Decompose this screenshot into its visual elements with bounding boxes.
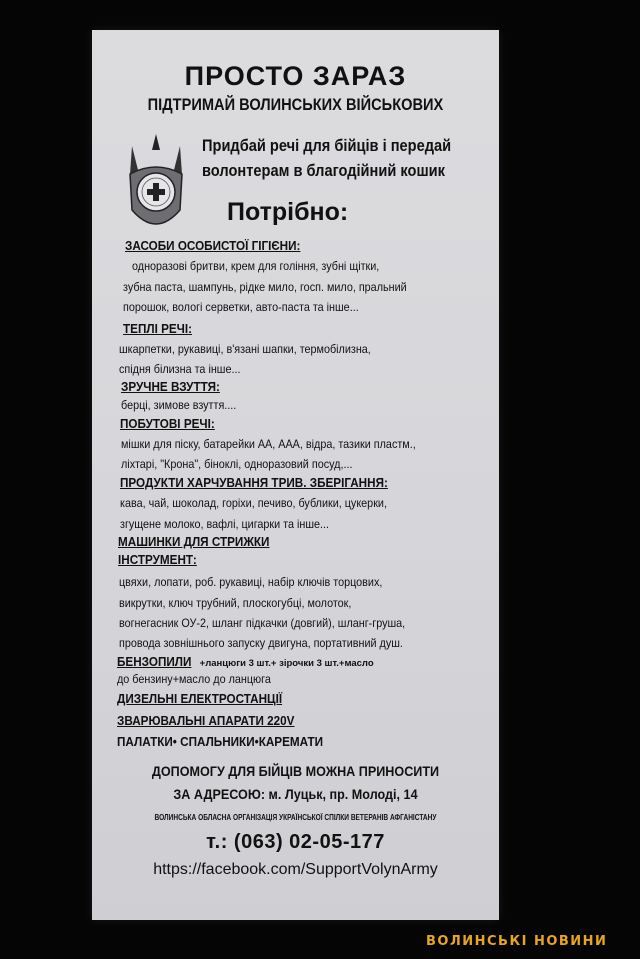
- footer-address: ЗА АДРЕСОЮ: м. Луцьк, пр. Молоді, 14: [173, 786, 418, 802]
- item-diesel-generators: ДИЗЕЛЬНІ ЕЛЕКТРОСТАНЦІЇ: [117, 691, 283, 706]
- section-heading-clippers: МАШИНКИ ДЛЯ СТРИЖКИ: [118, 534, 270, 549]
- phone-number: т.: (063) 02-05-177: [206, 831, 385, 853]
- flyer-subtitle: ПІДТРИМАЙ ВОЛИНСЬКИХ ВІЙСЬКОВИХ: [147, 95, 444, 114]
- section-line: порошок, вологі серветки, авто-паста та інше...: [123, 300, 359, 314]
- chainsaw-line-2: до бензину+масло до ланцюга: [117, 672, 271, 686]
- section-line: згущене молоко, вафлі, цигарки та інше...: [120, 517, 330, 531]
- section-line: викрутки, ключ трубний, плоскогубці, молоток,: [119, 596, 352, 610]
- section-line: зубна паста, шампунь, рідке мило, госп. мило, пральний: [123, 280, 407, 294]
- chainsaw-extra: +ланцюги 3 шт.+ зірочки 3 шт.+масло: [199, 658, 374, 669]
- section-heading-tools: ІНСТРУМЕНТ:: [118, 552, 197, 567]
- needed-heading: Потрібно:: [227, 198, 349, 226]
- facebook-link[interactable]: https://facebook.com/SupportVolynArmy: [153, 861, 438, 878]
- lead-line-2: волонтерам в благодійний кошик: [202, 161, 445, 180]
- section-line: спідня білизна та інше...: [119, 362, 241, 376]
- item-tents-sleeping-bags: ПАЛАТКИ• СПАЛЬНИКИ•КАРЕМАТИ: [117, 734, 324, 749]
- section-heading-household: ПОБУТОВІ РЕЧІ:: [120, 416, 215, 431]
- section-line: вогнегасник ОУ-2, шланг підкачки (довгий), шланг-груша,: [119, 616, 406, 630]
- section-line: шкарпетки, рукавиці, в'язані шапки, термобілизна,: [119, 342, 371, 356]
- chainsaw-heading: БЕНЗОПИЛИ: [117, 654, 192, 669]
- watermark-logo: ВОЛИНСЬКІ НОВИНИ: [426, 934, 608, 949]
- item-welding-machines: ЗВАРЮВАЛЬНІ АПАРАТИ 220V: [117, 713, 295, 728]
- section-heading-footwear: ЗРУЧНЕ ВЗУТТЯ:: [121, 379, 220, 394]
- footer-line-1: ДОПОМОГУ ДЛЯ БІЙЦІВ МОЖНА ПРИНОСИТИ: [151, 763, 440, 779]
- section-line: ліхтарі, "Крона", біноклі, одноразовий посуд,...: [121, 457, 353, 471]
- section-line: берці, зимове взуття....: [121, 398, 237, 412]
- veterans-emblem-icon: [122, 130, 190, 240]
- organization-name: ВОЛИНСЬКА ОБЛАСНА ОРГАНІЗАЦІЯ УКРАЇНСЬКОЇ СПІЛКИ ВЕТЕРАНІВ АФГАНІСТАНУ: [154, 813, 437, 822]
- section-line: провода зовнішнього запуску двигуна, портативний душ.: [119, 636, 403, 650]
- flyer-title: ПРОСТО ЗАРАЗ: [184, 61, 407, 91]
- chainsaw-line: [117, 654, 374, 670]
- section-line: мішки для піску, батарейки АА, ААА, відра, тазики пластм.,: [121, 437, 416, 451]
- section-line: одноразові бритви, крем для гоління, зубні щітки,: [132, 259, 380, 273]
- section-heading-warm-clothes: ТЕПЛІ РЕЧІ:: [123, 321, 193, 336]
- section-heading-food: ПРОДУКТИ ХАРЧУВАННЯ ТРИВ. ЗБЕРІГАННЯ:: [120, 475, 388, 490]
- section-line: кава, чай, шоколад, горіхи, печиво, бублики, цукерки,: [120, 496, 387, 510]
- lead-line-1: Придбай речі для бійців і передай: [202, 136, 452, 155]
- flyer: [92, 30, 499, 920]
- section-line: цвяхи, лопати, роб. рукавиці, набір ключів торцових,: [119, 575, 383, 589]
- section-heading-hygiene: ЗАСОБИ ОСОБИСТОЇ ГІГІЄНИ:: [125, 238, 301, 253]
